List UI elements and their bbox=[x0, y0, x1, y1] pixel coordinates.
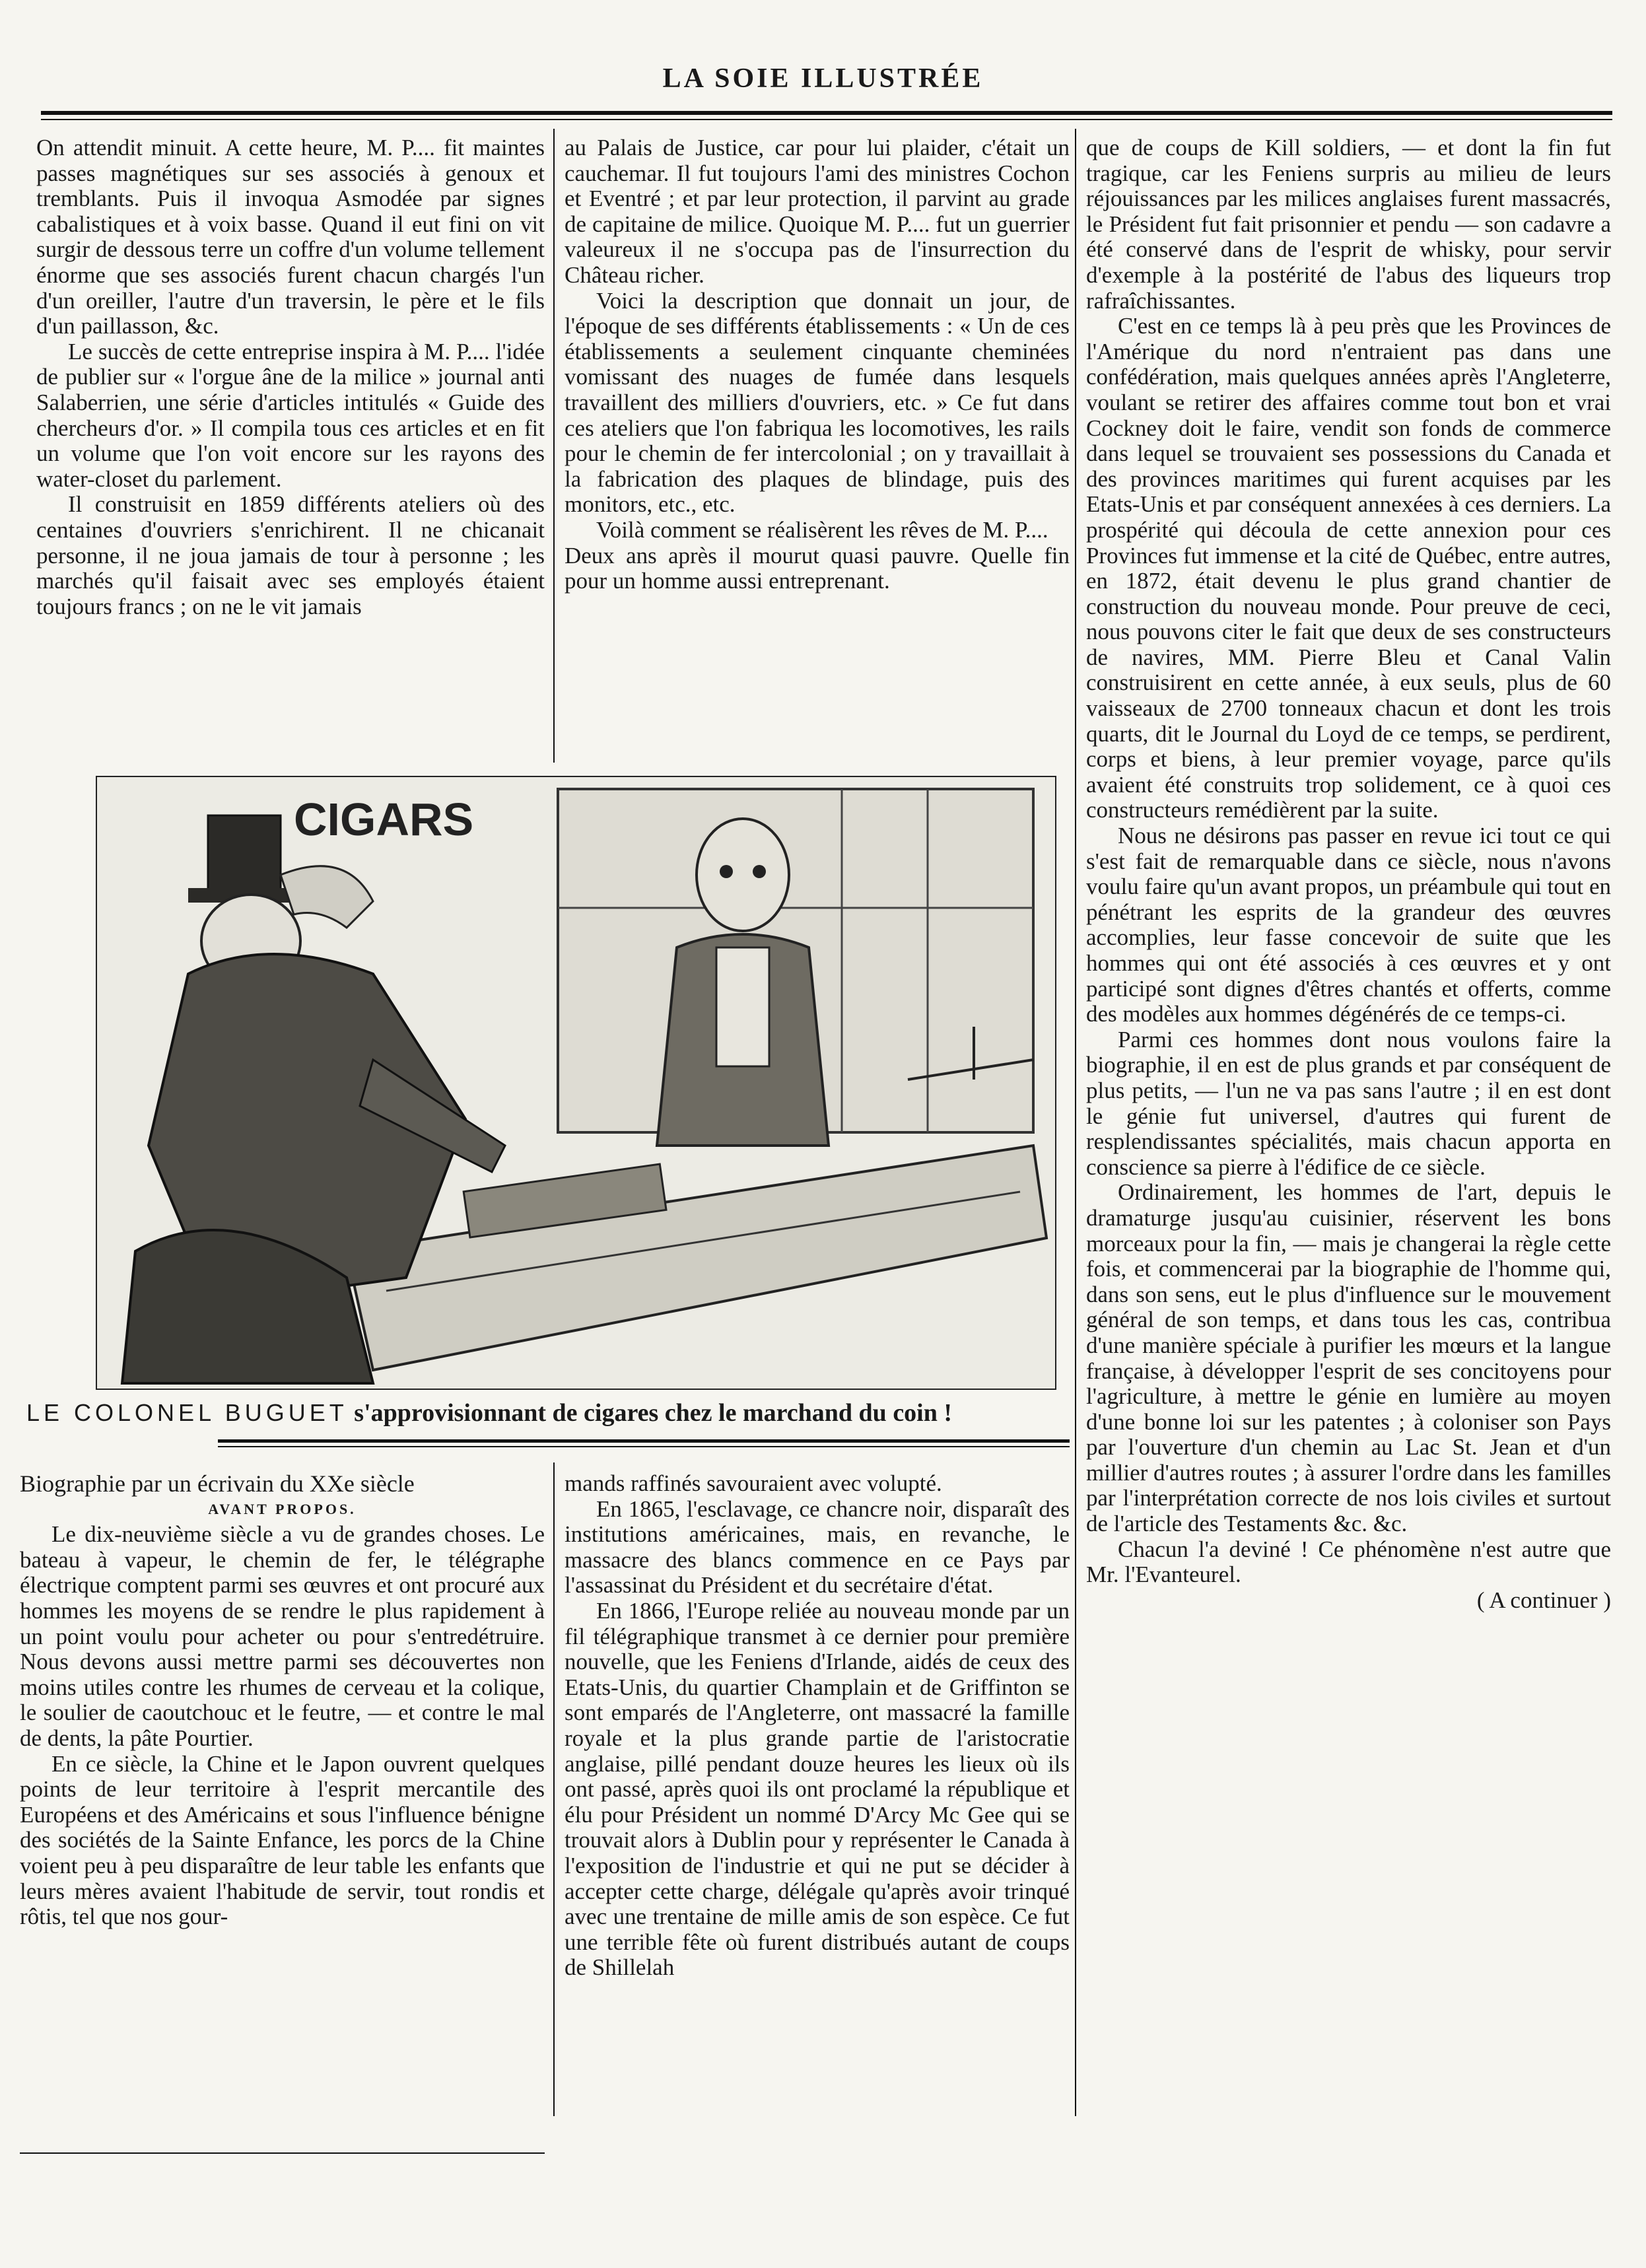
header-rule-top bbox=[41, 111, 1612, 115]
paragraph: Nous ne désirons pas passer en revue ici tout ce qui s'est fait de remarquable dans ce siècle, nous n'avons voulu faire qu'un avant propos, un préambule qui tout en pénétrant les esprits de la grandeur des œuvres accomplies, leur fasse concevoir de suite que les hommes qui ont été associés à ces œuvres et y ont participé sont dignes d'êtres chantés et offerts, comme des modèles aux hommes dégénérés de ce temps-ci. bbox=[1086, 823, 1611, 1027]
column-top-left bbox=[36, 135, 545, 763]
article-subtitle: Biographie par un écrivain du XXe siècle bbox=[20, 1471, 415, 1497]
page-header bbox=[0, 63, 1646, 94]
paragraph: Parmi ces hommes dont nous voulons faire la biographie, il en est de plus grands et par conséquent de plus petits, — l'un ne va pas sans l'autre ; il en est dont le génie fut universel, d'autres qui furent de resplendissantes spécialités, mais chacun apporta en conscience sa pierre à l'édifice de ce siècle. bbox=[1086, 1026, 1611, 1180]
paragraph: Voici la description que donnait un jour, de l'époque de ses différents établissements : « Un de ces établissements a seulement cinquante cheminées vomissant des nuages de fumée dans lesquels travaillent des milliers d'ouvriers, etc. » Ce fut dans ces ateliers que l'on fabriqua les locomotives, les rails pour le chemin de fer intercolonial ; on y travaillait à la fabrication des plaques de blindage, puis des monitors, etc., etc. bbox=[565, 287, 1070, 518]
paragraph: En 1865, l'esclavage, ce chancre noir, disparaît des institutions américaines, mais, en revanche, le massacre des blancs commence en ce Pays par l'assassinat du Président et du secrétaire d'état. bbox=[565, 1495, 1070, 1598]
footer-rule bbox=[20, 2152, 545, 2154]
cigars-sign: CIGARS bbox=[294, 794, 474, 845]
column-divider-2 bbox=[1075, 129, 1076, 2116]
paragraph: C'est en ce temps là à peu près que les Provinces de l'Amérique du nord n'entraient pas dans une confédération, mais quelques années après l'Angleterre, voulant se retirer des affaires comme tout bon et vrai Cockney doit le faire, vendit son fonds de commerce dans lequel se trouvaient ses possessions du Canada et des provinces maritimes qui furent acquises par les Etats-Unis et par conséquent annexées à ces derniers. La prospérité qui découla de cette annexion pour ces Provinces fut immense et la cité de Québec, entre autres, en 1872, était devenu le plus grand chantier de construction du nouveau monde. Pour preuve de ceci, nous pouvons citer le fait que deux de ses constructeurs de navires, MM. Pierre Bleu et Canal Valin construisirent en cette année, à eux seuls, plus de 60 vaisseaux de 2700 tonneaux chacun et dont les trois quarts, dit le Journal du Loyd de ce temps, se perdirent, corps et biens, à leur premier voyage, parce qu'ils avaient été construits trop solidement, ce à quoi ces constructeurs remédièrent par la suite. bbox=[1086, 313, 1611, 823]
header-rule-bottom bbox=[41, 119, 1612, 120]
caption-name: LE COLONEL BUGUET bbox=[26, 1399, 348, 1426]
to-be-continued: ( A continuer ) bbox=[1476, 1587, 1611, 1613]
paragraph: Le succès de cette entreprise inspira à M. P.... l'idée de publier sur « l'orgue âne de la milice » journal anti Salaberrien, une série d'articles intitulés « Guide des chercheurs d'or. » Il compila tous ces articles et en fit un volume que l'on voit encore sur les rayons des water-closet du parlement. bbox=[36, 338, 545, 492]
paragraph: mands raffinés savouraient avec volupté. bbox=[565, 1471, 942, 1496]
column-divider-1-top bbox=[553, 129, 555, 763]
paragraph: Deux ans après il mourut quasi pauvre. Quelle fin pour un homme aussi entreprenant. bbox=[565, 542, 1070, 594]
column-bottom-left bbox=[20, 1471, 545, 2125]
paragraph: En ce siècle, la Chine et le Japon ouvrent quelques points de leur territoire à l'esprit mercantile des Européens et des Américains et sous l'influence bénigne des sociétés de la Sainte Enfance, les porcs de la Chine voient peu à peu disparaître de leur table les enfants que leurs mères avaient l'habitude de servir, tout rondis et rôtis, tel que nos gour- bbox=[20, 1750, 545, 1930]
column-right bbox=[1086, 135, 1611, 2123]
column-bottom-middle bbox=[565, 1471, 1070, 2125]
paragraph: Le dix-neuvième siècle a vu de grandes choses. Le bateau à vapeur, le chemin de fer, le télégraphe électrique comptent parmi ses œuvres et ont procuré aux hommes les moyens de se rendre le plus rapidement à un point voulu pour acheter ou pour s'entredétruire. Nous devons aussi mettre parmi ses découvertes non moins utiles contre les rhumes de cerveau et la colique, le soulier de caoutchouc et le feutre, — et contre le mal de dents, la pâte Pourtier. bbox=[20, 1521, 545, 1751]
paragraph: En 1866, l'Europe reliée au nouveau monde par un fil télégraphique transmet à ce dernier pour première nouvelle, que les Feniens d'Irlande, aidés de ceux des Etats-Unis, du quartier Champlain et de Griffinton se sont emparés de l'Angleterre, ont massacré la famille royale et la plus grande partie de l'aristocratie anglaise, pillé pendant douze heures les lieux où ils ont passé, après quoi ils ont proclamé la république et élu pour Président un nommé D'Arcy Mc Gee qui se trouvait alors à Dublin pour y représenter le Canada à l'exposition de l'industrie et qui ne put se décider à accepter cette charge, délégale qu'après avoir trinqué avec une trentaine de mille amis de son espèce. Ce fut une terrible fête où furent distribués autant de coups de Shillelah bbox=[565, 1597, 1070, 1981]
journal-title: LA SOIE ILLUSTRÉE bbox=[662, 63, 984, 94]
cartoon-illustration bbox=[96, 776, 1056, 1390]
caption-rule-bottom bbox=[218, 1446, 1070, 1447]
paragraph: Ordinairement, les hommes de l'art, depuis le dramaturge jusqu'au cuisinier, réservent les bons morceaux pour la fin, — mais je changerai la règle cette fois, et commencerai par la biographie de l'homme qui, dans son sens, eut le plus d'influence sur le mouvement général de son temps, et dans tous les cas, contribua d'une manière spéciale à purifier les mœurs et la langue française, à développer l'esprit de ses concitoyens pour l'agriculture, à mettre le génie en lumière au moyen d'une bonne loi sur les patentes ; à coloniser son Pays par l'ouverture d'un chemin au Lac St. Jean et d'un millier d'autres routes ; à assurer l'ordre dans les familles par l'interprétation correcte de nos lois civiles et surtout de l'article des Testaments &c. &c. bbox=[1086, 1179, 1611, 1537]
paragraph: que de coups de Kill soldiers, — et dont la fin fut tragique, car les Feniens surpris au milieu de leurs réjouissances par les milices anglaises furent massacrés, le Président fut fait prisonnier et pendu — son cadavre a été conservé dans de l'esprit de whisky, pour servir d'exemple à la postérité de l'abus des liqueurs trop rafraîchissantes. bbox=[1086, 135, 1611, 314]
paragraph: au Palais de Justice, car pour lui plaider, c'était un cauchemar. Il fut toujours l'ami des ministres Cochon et Eventré ; et par leur protection, il parvint au grade de capitaine de milice. Quoique M. P.... fut un guerrier valeureux il ne s'occupa pas de l'insurrection du Château richer. bbox=[565, 135, 1070, 288]
illustration-caption bbox=[26, 1398, 1056, 1427]
avant-propos-heading: AVANT PROPOS. bbox=[208, 1500, 357, 1517]
paragraph: Chacun l'a deviné ! Ce phénomène n'est autre que Mr. l'Evanteurel. bbox=[1086, 1536, 1611, 1588]
cartoon-drawing bbox=[96, 776, 1056, 1390]
paragraph: Voilà comment se réalisèrent les rêves de M. P.... bbox=[596, 516, 1048, 543]
paragraph: Il construisit en 1859 différents ateliers où des centaines d'ouvriers s'enrichirent. Il ne chicanait personne, il ne joua jamais de tour à personne ; les marchés qu'il faisait avec ses employés étaient toujours francs ; on ne le vit jamais bbox=[36, 491, 545, 619]
column-divider-1-bottom bbox=[553, 1462, 555, 2116]
column-top-middle bbox=[565, 135, 1070, 763]
caption-text: s'approvisionnant de cigares chez le marchand du coin ! bbox=[347, 1399, 953, 1427]
caption-rule-top bbox=[218, 1439, 1070, 1443]
paragraph: On attendit minuit. A cette heure, M. P.... fit maintes passes magnétiques sur ses associés à genoux et tremblants. Puis il invoqua Asmodée par signes cabalistiques et à voix basse. Quand il eut fini on vit surgir de dessous terre un coffre d'un volume tellement énorme que ses associés furent chacun chargés l'un d'un oreiller, l'autre d'un traversin, le père et le fils d'un paillasson, &c. bbox=[36, 135, 545, 339]
